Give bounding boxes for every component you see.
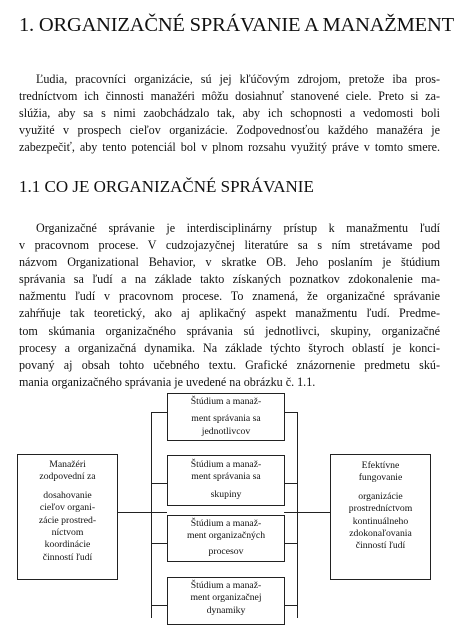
section-heading: 1.1 CO JE ORGANIZAČNÉ SPRÁVANIE bbox=[19, 177, 314, 196]
effective-box-line: kontinuálneho bbox=[352, 515, 409, 527]
section-line: procesy a organizačná dynamika. Na základe týchto štyroch oblastí je konci- bbox=[19, 340, 440, 355]
individuals-box-line: ment správania sa bbox=[191, 413, 261, 425]
groups-box-line: ment správania sa bbox=[191, 471, 261, 483]
bracket-right-vertical bbox=[297, 412, 298, 618]
managers-box-line: činností ľudí bbox=[42, 551, 93, 563]
individuals-box bbox=[167, 393, 285, 441]
processes-box-line: procesov bbox=[208, 545, 244, 557]
effective-box-line: zdokonaľovania bbox=[349, 528, 412, 540]
chapter-heading: 1. ORGANIZAČNÉ SPRÁVANIE A MANAŽMENT bbox=[19, 14, 454, 36]
section-line: správania sa ľudí a na základe takto získaných poznatkov zdokonalenie ma- bbox=[19, 272, 440, 287]
intro-line: využité v prospech cieľov organizácie. Zodpovednosťou každého manažéra je bbox=[19, 123, 440, 138]
processes-box bbox=[167, 515, 285, 562]
section-line: zahŕňuje tak teoretický, ako aj aplikačný aspekt manažmentu ľudí. Predme- bbox=[19, 306, 440, 321]
intro-line: slúžia, aby sa s nimi zaobchádzalo tak, aby ich schopnosti a vedomosti boli bbox=[19, 106, 440, 121]
bracket-right-tick bbox=[284, 483, 298, 484]
effective-box-line: činností ľudí bbox=[355, 540, 406, 552]
managers-box-line: dosahovanie bbox=[43, 489, 92, 501]
section-line: nažmentu ľudí v pracovnom procese. To znamená, že organizačné správanie bbox=[19, 289, 440, 304]
processes-box-line: ment organizačných bbox=[186, 530, 266, 542]
managers-box-line: níctvom bbox=[51, 527, 84, 539]
bracket-left-vertical bbox=[151, 412, 152, 618]
section-line: názvom Organizational Behavior, v skratke OB. Jeho poslaním je štúdium bbox=[19, 255, 440, 270]
bracket-right-tick bbox=[284, 412, 298, 413]
bracket-right-tick bbox=[284, 605, 298, 606]
effective-functioning-box bbox=[330, 454, 431, 580]
bracket-left-tick bbox=[151, 605, 167, 606]
dynamics-box-line: ment organizačnej bbox=[190, 592, 262, 604]
dynamics-box-line: dynamiky bbox=[206, 604, 246, 616]
groups-box bbox=[167, 455, 285, 506]
managers-box-line: zácie prostred- bbox=[38, 514, 97, 526]
managers-box-line: Manažéri bbox=[49, 459, 86, 470]
bracket-left-tick bbox=[151, 412, 167, 413]
intro-paragraph bbox=[19, 71, 440, 156]
intro-line: tredníctvom ich činnosti manažéri môžu dosiahnuť stanovené ciele. Preto si za- bbox=[19, 89, 440, 104]
dynamics-box bbox=[167, 577, 285, 625]
intro-line: Ľudia, pracovníci organizácie, sú jej kľúčovým zdrojom, pretože iba pros- bbox=[36, 72, 440, 86]
individuals-box-line: Štúdium a manaž- bbox=[190, 396, 262, 407]
connector-right bbox=[284, 512, 331, 513]
bracket-left-tick bbox=[151, 483, 167, 484]
managers-box-line: zodpovední za bbox=[39, 471, 96, 483]
bracket-right-tick bbox=[284, 543, 298, 544]
section-line: mania organizačného správania je uvedené na obrázku č. 1.1. bbox=[19, 374, 316, 389]
individuals-box-line: jednotlivcov bbox=[201, 425, 251, 437]
section-paragraph bbox=[19, 220, 440, 391]
section-line: tom skúmania organizačného správania sú jednotlivci, skupiny, organizačné bbox=[19, 323, 440, 338]
effective-box-line: Efektívne bbox=[361, 460, 400, 471]
groups-box-line: skupiny bbox=[210, 488, 242, 500]
groups-box-line: Štúdium a manaž- bbox=[190, 459, 262, 470]
section-line: Organizačné správanie je interdisciplinárny prístup k manažmentu ľudí bbox=[36, 221, 440, 235]
processes-box-line: Štúdium a manaž- bbox=[190, 518, 262, 529]
effective-box-line: organizácie bbox=[358, 490, 403, 502]
effective-box-line: fungovanie bbox=[358, 472, 403, 484]
managers-box bbox=[17, 454, 118, 580]
managers-box-line: koordinácie bbox=[44, 539, 91, 551]
effective-box-line: prostredníctvom bbox=[348, 503, 413, 515]
section-line: povaný aj obsah tohto učebného textu. Grafické znázornenie predmetu skú- bbox=[19, 357, 440, 372]
dynamics-box-line: Štúdium a manaž- bbox=[190, 580, 262, 591]
managers-box-line: cieľov organi- bbox=[39, 502, 96, 514]
intro-line: zabezpečiť, aby tento potenciál bol v plnom rozsahu využitý práve v tomto smere. bbox=[19, 140, 440, 155]
bracket-left-tick bbox=[151, 543, 167, 544]
section-line: v pracovnom procese. V cudzojazyčnej literatúre sa s ním stretávame pod bbox=[19, 238, 440, 253]
connector-left bbox=[117, 512, 167, 513]
